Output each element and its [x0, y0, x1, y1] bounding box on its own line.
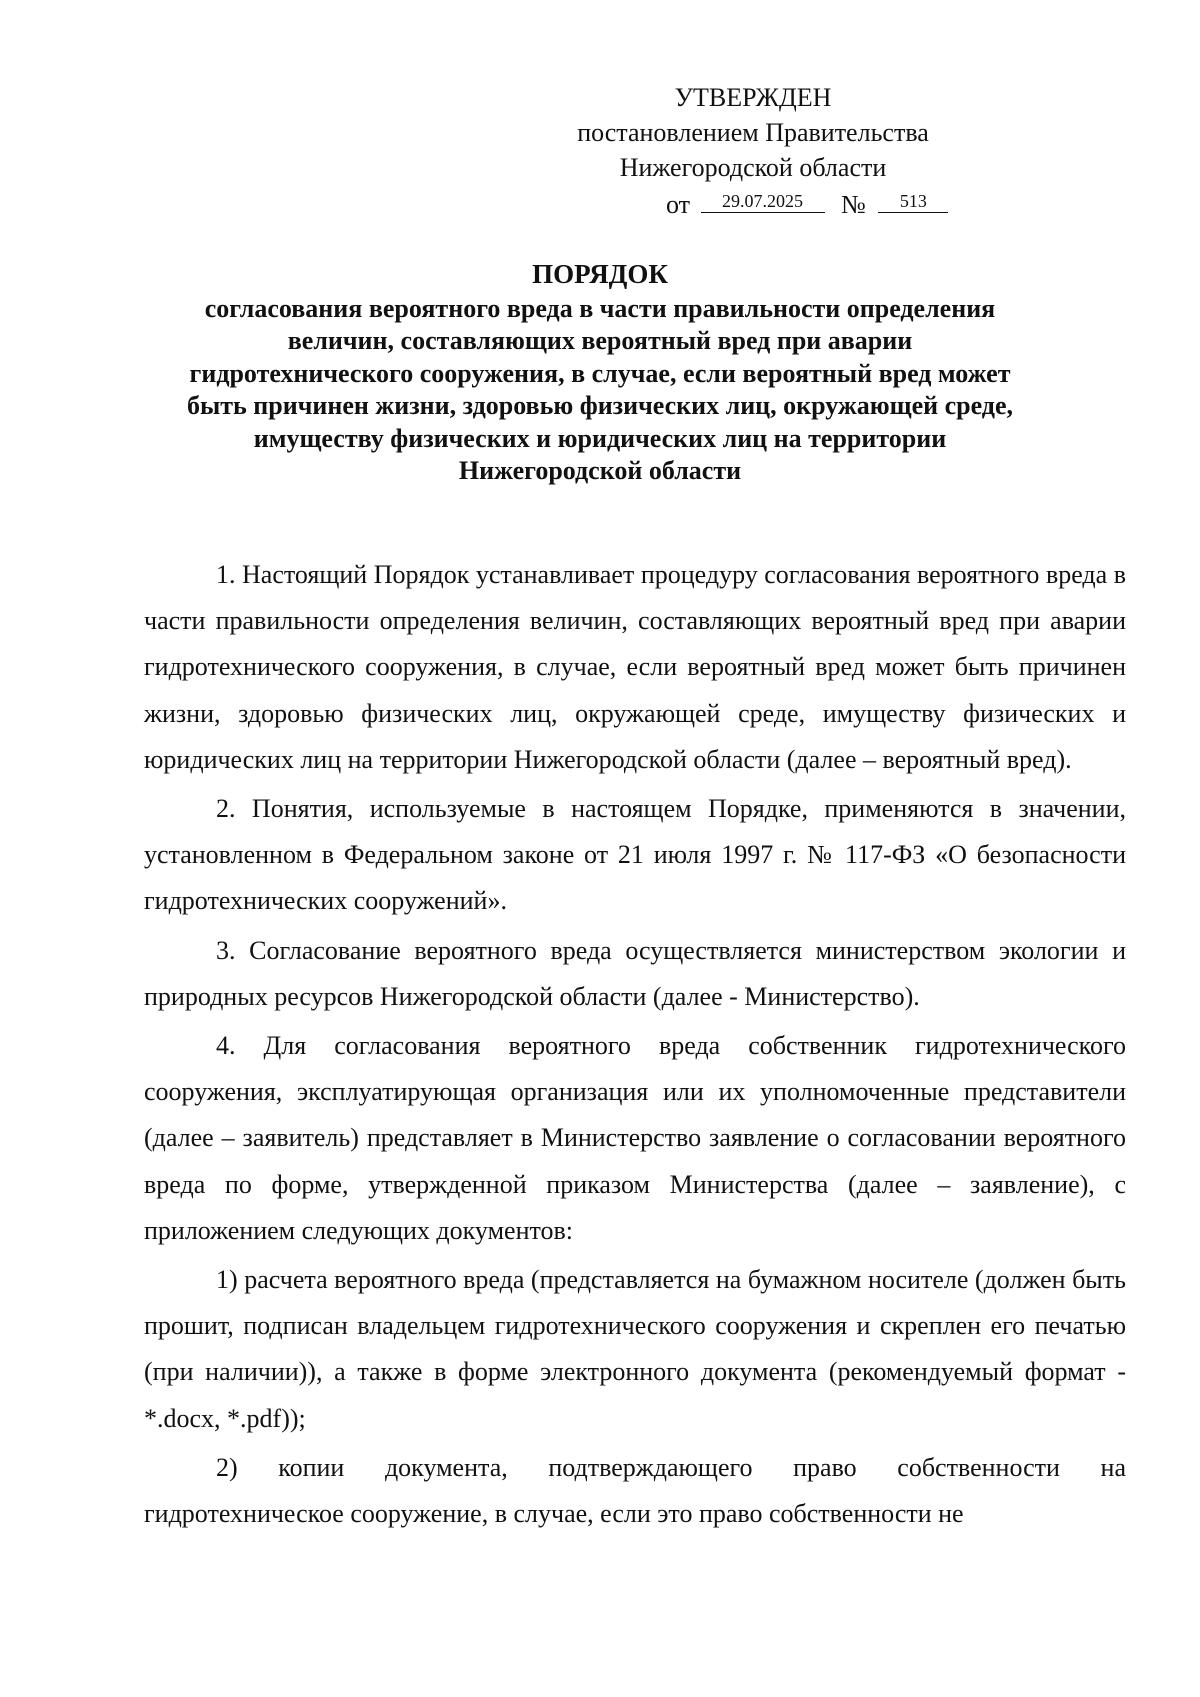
- document-subtitle-line: согласования вероятного вреда в части правильности определения: [204, 293, 996, 323]
- approval-heading: УТВЕРЖДЕН: [674, 83, 832, 112]
- paragraph-4: 4. Для согласования вероятного вреда собственник гидротехнического сооружения, эксплуатирующая организация или их уполномоченные представители (далее – заявитель) представляет в Министерство заявление о согласовании вероятного вреда по форме, утвержденной приказом Министерства (далее – заявление), с приложением следующих документов:: [144, 1031, 1126, 1245]
- approval-date-number-line: [548, 187, 958, 222]
- approval-number-value: 513: [878, 190, 948, 213]
- document-subtitle-line: имуществу физических и юридических лиц на территории: [253, 423, 947, 453]
- paragraph-2: 2. Понятия, используемые в настоящем Порядке, применяются в значении, установленном в Федеральном законе от 21 июля 1997 г. № 117-ФЗ «О безопасности гидротехнических сооружений».: [144, 794, 1126, 916]
- approval-number-sign: №: [841, 190, 866, 219]
- paragraph-4-item-1: 1) расчета вероятного вреда (представляется на бумажном носителе (должен быть прошит, подписан владельцем гидротехнического сооружения и скреплен его печатью (при наличии)), а также в форме электронного документа (рекомендуемый формат - *.docx, *.pdf));: [144, 1265, 1126, 1433]
- approval-date-prefix: от: [666, 190, 691, 219]
- approval-stamp-block: [548, 80, 958, 222]
- document-subtitle-line: гидротехнического сооружения, в случае, если вероятный вред может: [189, 358, 1011, 388]
- approval-date-value: 29.07.2025: [701, 190, 825, 213]
- approval-authority: постановлением Правительства: [577, 118, 929, 147]
- paragraph-4-item-2: 2) копии документа, подтверждающего право собственности на гидротехническое сооружение, в случае, если это право собственности не: [144, 1452, 1126, 1529]
- document-subtitle-line: быть причинен жизни, здоровью физических лиц, окружающей среде,: [186, 391, 1014, 420]
- document-body: [144, 552, 1126, 1540]
- document-title-block: [150, 258, 1050, 488]
- document-title: ПОРЯДОК: [532, 259, 668, 289]
- paragraph-1: 1. Настоящий Порядок устанавливает процедуру согласования вероятного вреда в части правильности определения величин, составляющих вероятный вред при аварии гидротехнического сооружения, в случае, если вероятный вред может быть причинен жизни, здоровью физических лиц, окружающей среде, имуществу физических и юридических лиц на территории Нижегородской области (далее – вероятный вред).: [144, 560, 1126, 774]
- document-subtitle-line: Нижегородской области: [458, 456, 742, 485]
- paragraph-3: 3. Согласование вероятного вреда осуществляется министерством экологии и природных ресурсов Нижегородской области (далее - Министерство).: [144, 935, 1126, 1011]
- document-subtitle-line: величин, составляющих вероятный вред при аварии: [287, 326, 913, 355]
- approval-region: Нижегородской области: [619, 153, 887, 182]
